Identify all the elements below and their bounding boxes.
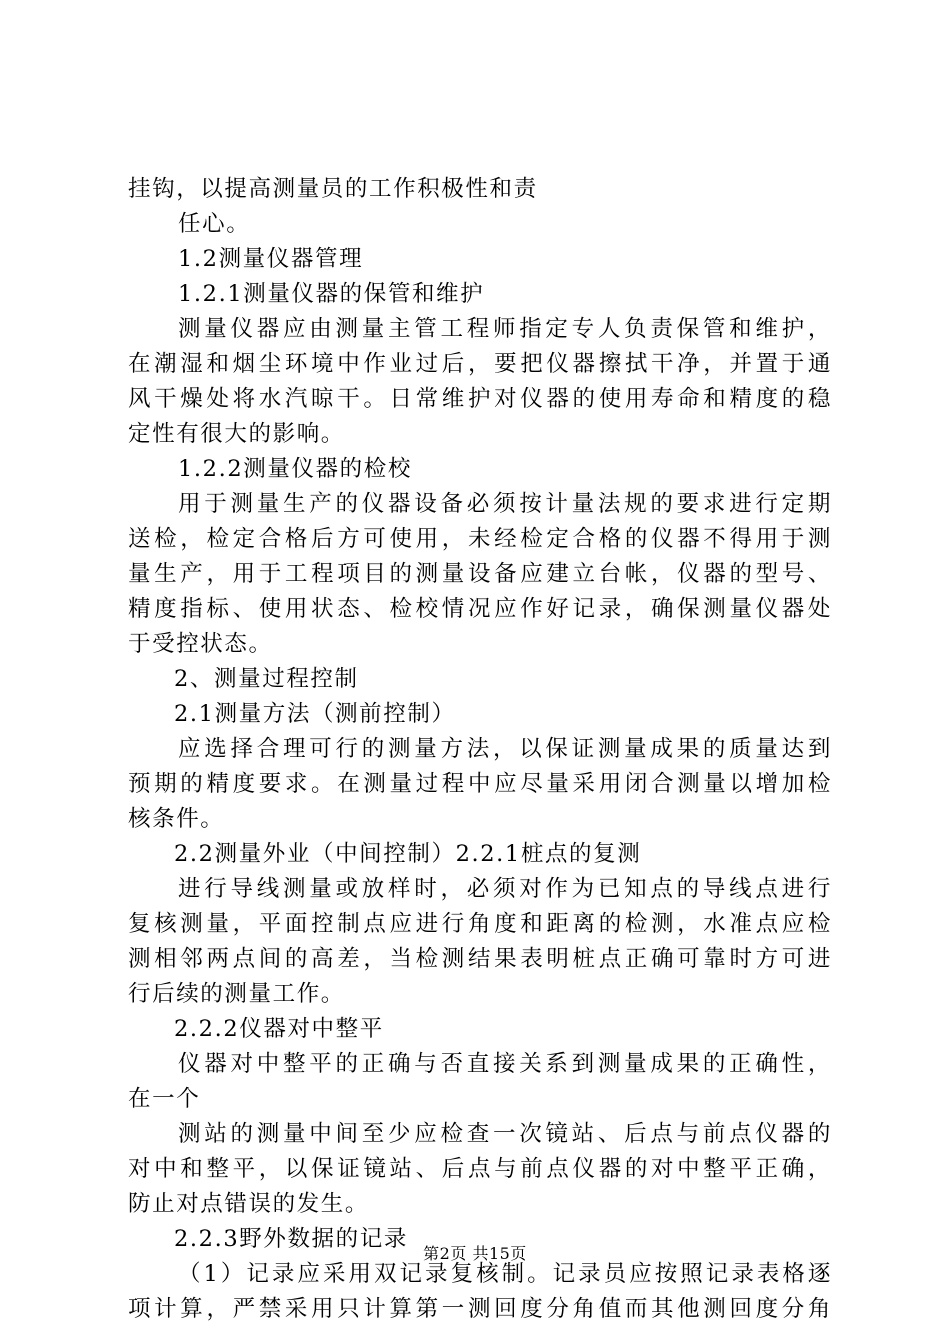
subsection-heading: 2.2.2仪器对中整平 xyxy=(174,1016,384,1042)
text-line: 精度指标、使用状态、检校情况应作好记录，确保测量仪器处 xyxy=(128,596,832,622)
text-line: 应选择合理可行的测量方法，以保证测量成果的质量达到 xyxy=(178,736,832,762)
section-heading: 1.2测量仪器管理 xyxy=(178,246,364,272)
text-line: 在潮湿和烟尘环境中作业过后，要把仪器擦拭干净，并置于通 xyxy=(128,351,832,377)
text-line: 测相邻两点间的高差，当检测结果表明桩点正确可靠时方可进 xyxy=(128,946,832,972)
text-line: 项计算，严禁采用只计算第一测回度分角值而其他测回度分角 xyxy=(128,1296,832,1322)
text-line: 于受控状态。 xyxy=(128,631,273,657)
text-line: 测站的测量中间至少应检查一次镜站、后点与前点仪器的 xyxy=(178,1121,832,1147)
text-line: 挂钩，以提高测量员的工作积极性和责 xyxy=(128,176,538,202)
text-line: 在一个 xyxy=(128,1086,201,1112)
text-line: 核条件。 xyxy=(128,806,225,832)
text-line: 防止对点错误的发生。 xyxy=(128,1191,370,1217)
page-number: 第2页 共15页 xyxy=(423,1244,527,1263)
text-line: 用于测量生产的仪器设备必须按计量法规的要求进行定期 xyxy=(178,491,832,517)
text-line: 进行导线测量或放样时，必须对作为已知点的导线点进行 xyxy=(178,876,832,902)
text-line: 仪器对中整平的正确与否直接关系到测量成果的正确性， xyxy=(178,1051,832,1077)
text-line: 对中和整平，以保证镜站、后点与前点仪器的对中整平正确， xyxy=(128,1156,832,1182)
text-line: 测量仪器应由测量主管工程师指定专人负责保管和维护， xyxy=(178,316,832,342)
text-line: 定性有很大的影响。 xyxy=(128,421,345,447)
text-line: 行后续的测量工作。 xyxy=(128,981,345,1007)
subsection-heading: 1.2.2测量仪器的检校 xyxy=(178,456,412,482)
text-line: 量生产，用于工程项目的测量设备应建立台帐，仪器的型号、 xyxy=(128,561,832,587)
subsection-heading: 2.2.3野外数据的记录 xyxy=(174,1226,408,1252)
document-body xyxy=(128,172,832,1327)
text-line: 送检，检定合格后方可使用，未经检定合格的仪器不得用于测 xyxy=(128,526,832,552)
page-footer xyxy=(0,1242,950,1266)
text-line: 复核测量，平面控制点应进行角度和距离的检测，水准点应检 xyxy=(128,911,832,937)
subsection-heading: 2.1测量方法（测前控制） xyxy=(174,701,456,727)
text-line: 任心。 xyxy=(178,211,251,237)
subsection-heading: 2.2测量外业（中间控制）2.2.1桩点的复测 xyxy=(174,841,642,867)
section-heading: 2、测量过程控制 xyxy=(174,666,359,692)
text-line: （1）记录应采用双记录复核制。记录员应按照记录表格逐 xyxy=(178,1261,832,1287)
text-line: 风干燥处将水汽晾干。日常维护对仪器的使用寿命和精度的稳 xyxy=(128,386,832,412)
subsection-heading: 1.2.1测量仪器的保管和维护 xyxy=(178,281,485,307)
text-line: 预期的精度要求。在测量过程中应尽量采用闭合测量以增加检 xyxy=(128,771,832,797)
